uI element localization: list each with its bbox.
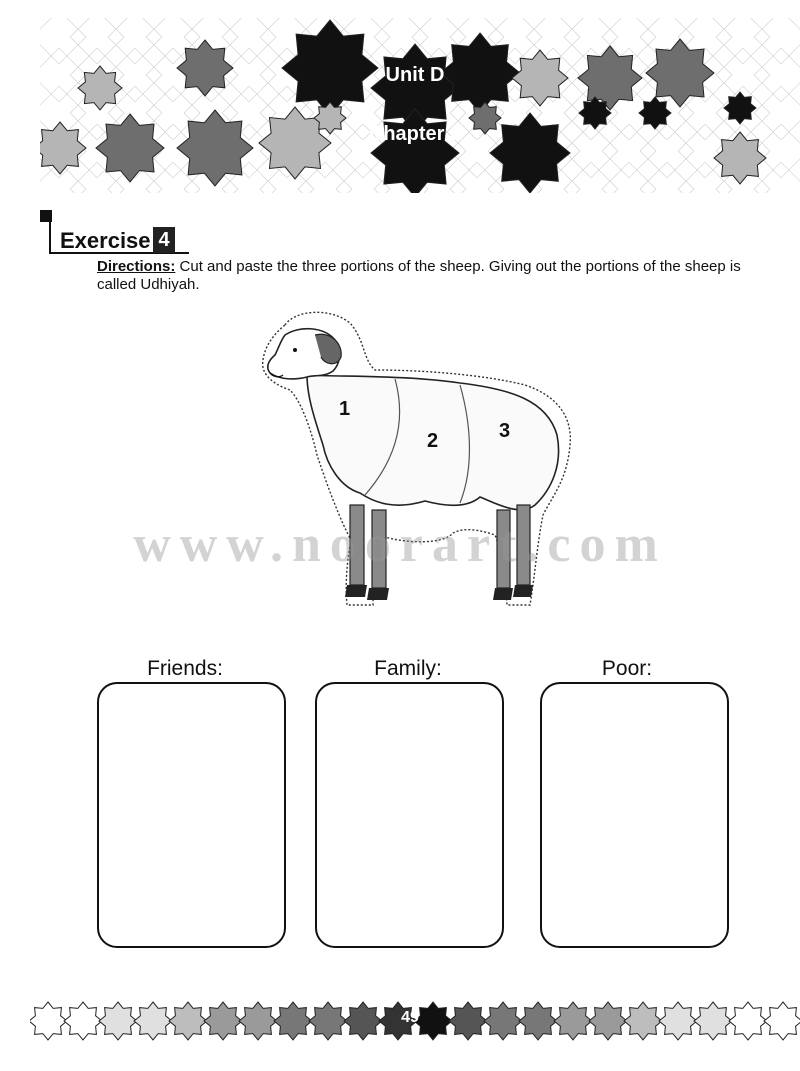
banner-star bbox=[177, 40, 233, 96]
exercise-title: Exercise bbox=[60, 228, 151, 253]
footer-star bbox=[589, 1002, 627, 1040]
footer-star bbox=[99, 1002, 137, 1040]
poor-label: Poor: bbox=[601, 657, 653, 680]
lattice-tile bbox=[602, 124, 656, 178]
directions-text bbox=[97, 258, 747, 294]
portion-number-1: 1 bbox=[339, 398, 351, 420]
lattice-tile bbox=[754, 86, 800, 140]
footer-star bbox=[764, 1002, 800, 1040]
exercise-heading bbox=[40, 210, 240, 255]
family-paste-box[interactable] bbox=[315, 682, 504, 948]
banner-star bbox=[96, 114, 164, 182]
portion-number-3: 3 bbox=[499, 420, 511, 442]
unit-title: Unit D bbox=[385, 64, 445, 86]
banner-star bbox=[639, 97, 671, 129]
lattice-tile bbox=[716, 48, 770, 102]
lattice-tile bbox=[754, 162, 800, 193]
heading-rule-vertical bbox=[49, 220, 51, 254]
directions-label: Directions: bbox=[97, 258, 176, 275]
lattice-tile bbox=[754, 124, 800, 178]
footer-star bbox=[309, 1002, 347, 1040]
footer-star bbox=[30, 1002, 67, 1040]
footer-star bbox=[519, 1002, 557, 1040]
lattice-tile bbox=[222, 48, 276, 102]
header-banner bbox=[40, 18, 800, 193]
directions-body: Cut and paste the three portions of the sheep. Giving out the portions of the sheep is called Udhiyah. bbox=[97, 258, 741, 293]
banner-star bbox=[78, 66, 122, 110]
lattice-tile bbox=[716, 18, 770, 64]
footer-star bbox=[659, 1002, 697, 1040]
lattice-tile bbox=[640, 124, 694, 178]
footer-star bbox=[449, 1002, 487, 1040]
exercise-number: 4 bbox=[153, 227, 175, 253]
banner-star bbox=[512, 50, 568, 106]
lattice-tile bbox=[564, 124, 618, 178]
lattice-tile bbox=[40, 48, 86, 102]
friends-label: Friends: bbox=[147, 657, 223, 680]
footer-star bbox=[624, 1002, 662, 1040]
footer-star bbox=[484, 1002, 522, 1040]
footer-star bbox=[274, 1002, 312, 1040]
banner-star bbox=[579, 97, 611, 129]
banner-star bbox=[40, 122, 86, 174]
footer-star bbox=[169, 1002, 207, 1040]
family-label: Family: bbox=[374, 657, 442, 680]
star-pattern-banner bbox=[40, 18, 800, 193]
banner-star bbox=[177, 110, 253, 186]
banner-star bbox=[646, 39, 714, 107]
footer-star bbox=[134, 1002, 172, 1040]
banner-star bbox=[490, 113, 570, 193]
page-number: 49 bbox=[401, 1009, 419, 1026]
banner-star bbox=[578, 46, 642, 110]
lattice-tile bbox=[108, 18, 162, 64]
footer-star bbox=[694, 1002, 732, 1040]
lattice-tile bbox=[70, 18, 124, 64]
lattice-tile bbox=[40, 18, 86, 64]
footer-star bbox=[344, 1002, 382, 1040]
footer-star bbox=[64, 1002, 102, 1040]
lattice-tile bbox=[222, 18, 276, 64]
portion-number-2: 2 bbox=[427, 430, 439, 452]
banner-star bbox=[714, 132, 766, 184]
banner-star bbox=[724, 92, 756, 124]
lattice-tile bbox=[754, 18, 800, 64]
chapter-title: Chapter 3 bbox=[368, 123, 462, 145]
footer-star bbox=[729, 1002, 767, 1040]
banner-star bbox=[371, 109, 459, 193]
lattice-tile bbox=[754, 48, 800, 102]
footer-star bbox=[239, 1002, 277, 1040]
footer-star bbox=[554, 1002, 592, 1040]
friends-paste-box[interactable] bbox=[97, 682, 286, 948]
poor-paste-box[interactable] bbox=[540, 682, 729, 948]
footer-star bbox=[204, 1002, 242, 1040]
lattice-tile bbox=[108, 48, 162, 102]
watermark: www.noorart.com bbox=[133, 516, 667, 573]
